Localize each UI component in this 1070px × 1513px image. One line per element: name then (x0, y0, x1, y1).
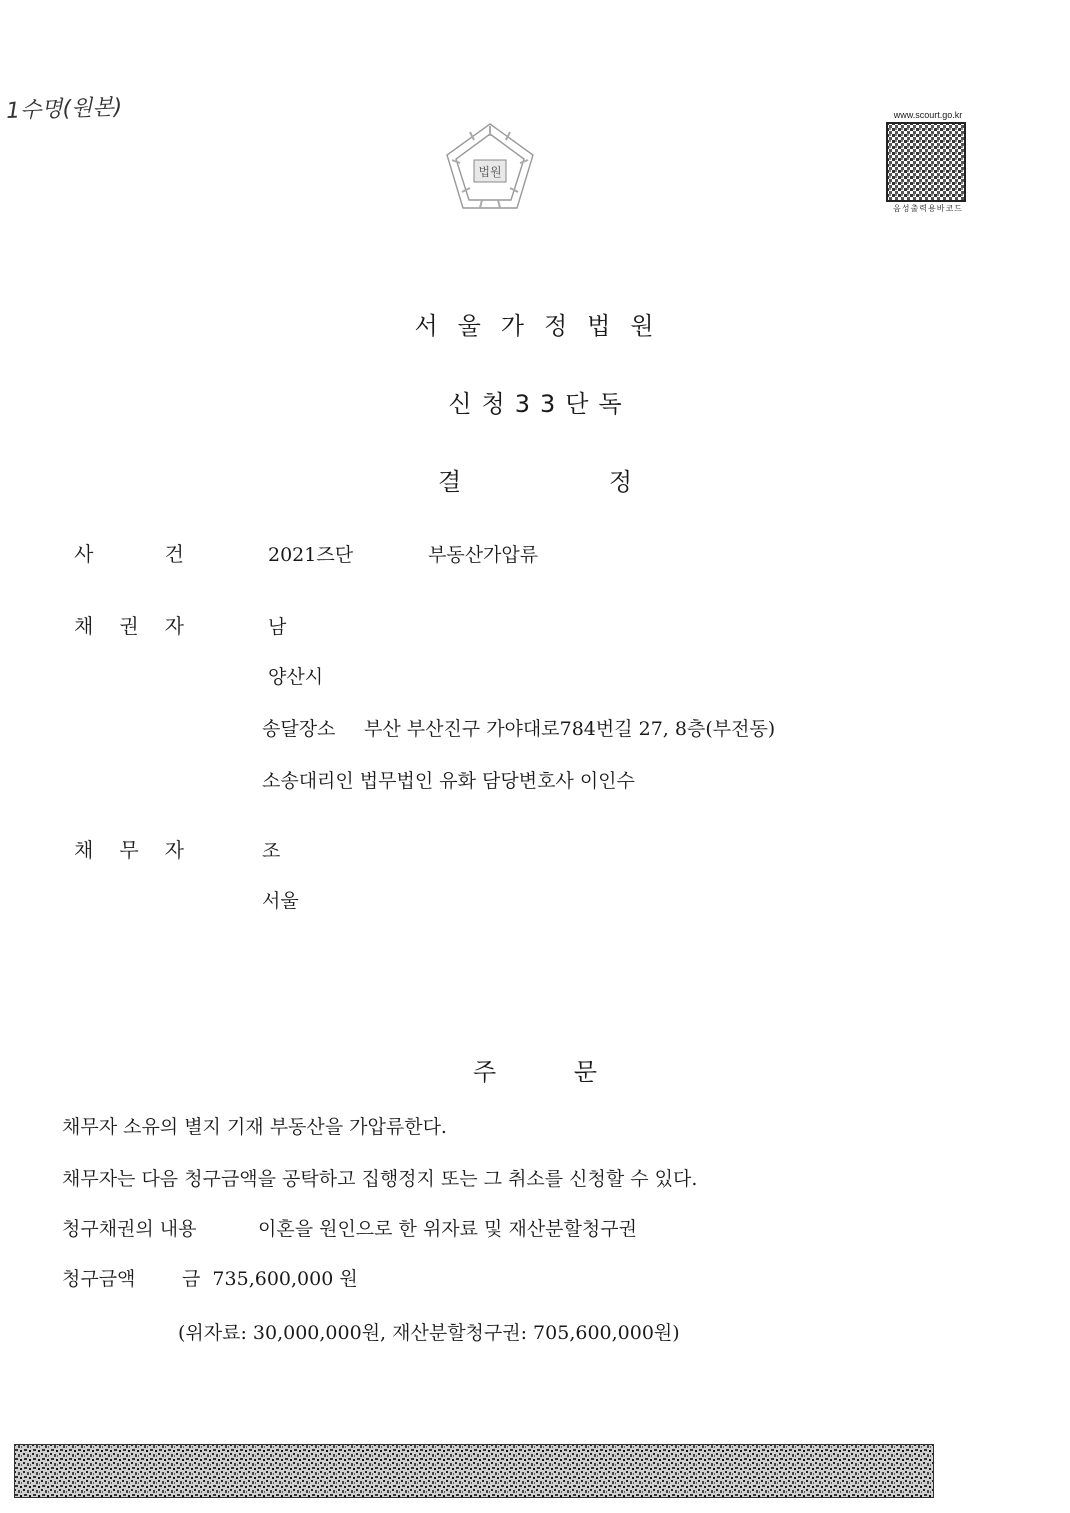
debtor-label-char: 자 (164, 838, 184, 862)
case-label-char: 사 (74, 542, 94, 566)
amount-label: 청구금액 (62, 1268, 136, 1290)
debtor-address: 서울 (262, 890, 299, 912)
court-name: 서울가정법원 (414, 312, 674, 340)
amount-breakdown: (위자료: 30,000,000원, 재산분할청구권: 705,600,000원) (178, 1322, 680, 1344)
claim-value: 이혼을 원인으로 한 위자료 및 재산분할청구권 (258, 1218, 637, 1240)
creditor-address: 양산시 (268, 666, 324, 688)
claim-label: 청구채권의 내용 (62, 1218, 197, 1240)
debtor-label-char: 채 (74, 838, 94, 862)
debtor-label (74, 834, 184, 863)
amount-value: 금 735,600,000 원 (182, 1268, 358, 1290)
creditor-label-char: 권 (119, 614, 139, 638)
department: 신청33단독 (448, 390, 632, 418)
debtor-name: 조 (262, 840, 281, 862)
case-name: 부동산가압류 (428, 544, 539, 566)
creditor-label (74, 610, 184, 639)
order-title-right: 문 (573, 1058, 597, 1086)
qr-barcode-icon (886, 122, 966, 202)
creditor-name: 남 (268, 616, 287, 638)
case-number: 2021즈단 (268, 544, 354, 566)
case-label (74, 538, 184, 567)
seal-text: 법원 (478, 165, 502, 179)
order-title (0, 1052, 1070, 1087)
creditor-label-char: 채 (74, 614, 94, 638)
handwritten-note: 1수명(원본) (5, 94, 123, 125)
order-title-left: 주 (472, 1058, 497, 1086)
decision-title-left: 결 (437, 468, 462, 496)
court-seal-icon (440, 120, 540, 220)
case-label-char: 건 (164, 542, 184, 566)
order-line-2: 채무자는 다음 청구금액을 공탁하고 집행정지 또는 그 취소를 신청할 수 있다. (62, 1168, 698, 1190)
debtor-label-char: 무 (119, 838, 139, 862)
qr-url: www.scourt.go.kr (893, 110, 963, 120)
decision-title (0, 462, 1070, 497)
decision-title-right: 정 (608, 468, 632, 496)
order-line-1: 채무자 소유의 별지 기재 부동산을 가압류한다. (62, 1116, 447, 1138)
creditor-label-char: 자 (164, 614, 184, 638)
creditor-service-address: 부산 부산진구 가야대로784번길 27, 8층(부전동) (364, 718, 776, 740)
creditor-service-label: 송달장소 (262, 718, 336, 740)
qr-caption: 음성출력용바코드 (893, 204, 963, 213)
bottom-barcode-strip-icon (14, 1444, 934, 1498)
creditor-attorney: 소송대리인 법무법인 유화 담당변호사 이인수 (262, 770, 635, 792)
